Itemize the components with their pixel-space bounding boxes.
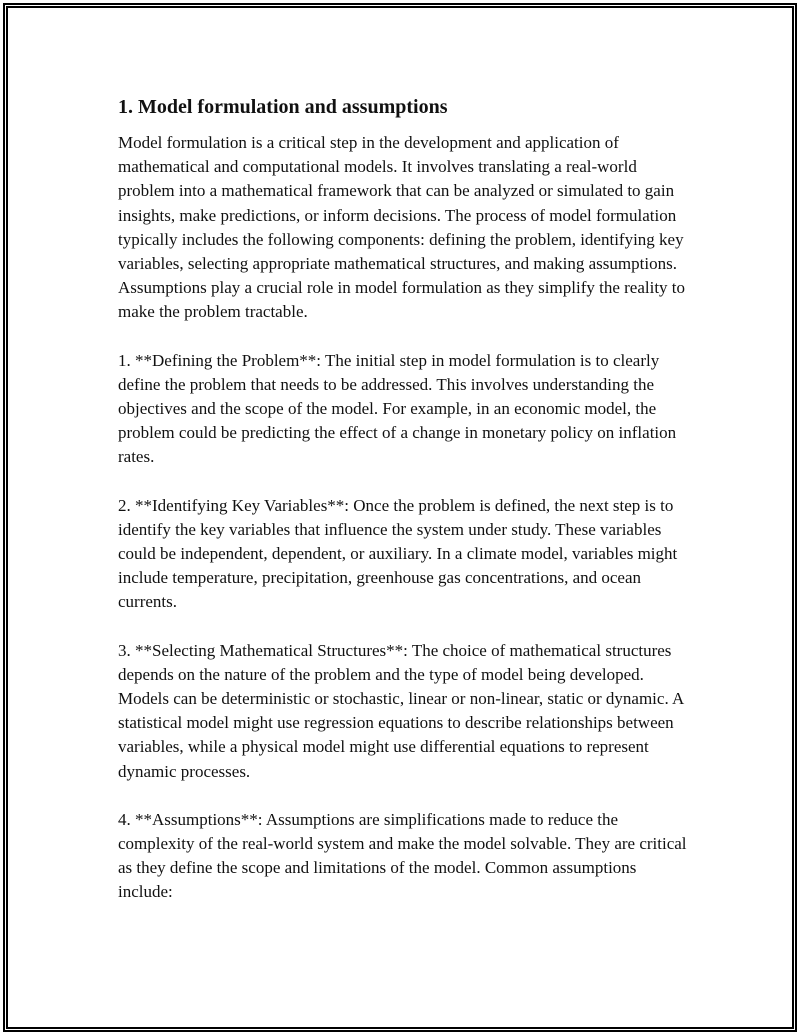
intro-paragraph: Model formulation is a critical step in the development and application of mathematical and computational models. It involves translating a real-world problem into a mathematical framework that can be analyzed or simulated to gain insights, make predictions, or inform decisions. The process of model formulation typically includes the following components: defining the problem, identifying key variables, selecting appropriate mathematical structures, and making assumptions. Assumptions play a crucial role in model formulation as they simplify the reality to make the problem tractable. xyxy=(118,133,686,322)
document-body xyxy=(118,93,690,929)
defining-problem-paragraph: 1. **Defining the Problem**: The initial step in model formulation is to clearly define the problem that needs to be addressed. This involves understanding the objectives and the scope of the model. For example, in an economic model, the problem could be predicting the effect of a change in monetary policy on inflation rates. xyxy=(118,350,677,467)
mathematical-structures-paragraph: 3. **Selecting Mathematical Structures**: The choice of mathematical structures depends on the nature of the problem and the type of model being developed. Models can be deterministic or stochastic, linear or non-linear, static or dynamic. A statistical model might use regression equations to describe relationships between variables, while a physical model might use differential equations to represent dynamic processes. xyxy=(118,640,684,781)
key-variables-paragraph: 2. **Identifying Key Variables**: Once the problem is defined, the next step is to identify the key variables that influence the system under study. These variables could be independent, dependent, or auxiliary. In a climate model, variables might include temperature, precipitation, greenhouse gas concentrations, and ocean currents. xyxy=(118,495,678,612)
assumptions-paragraph: 4. **Assumptions**: Assumptions are simplifications made to reduce the complexity of the real-world system and make the model solvable. They are critical as they define the scope and limitations of the model. Common assumptions include: xyxy=(118,809,687,902)
section-heading: 1. Model formulation and assumptions xyxy=(118,96,448,118)
